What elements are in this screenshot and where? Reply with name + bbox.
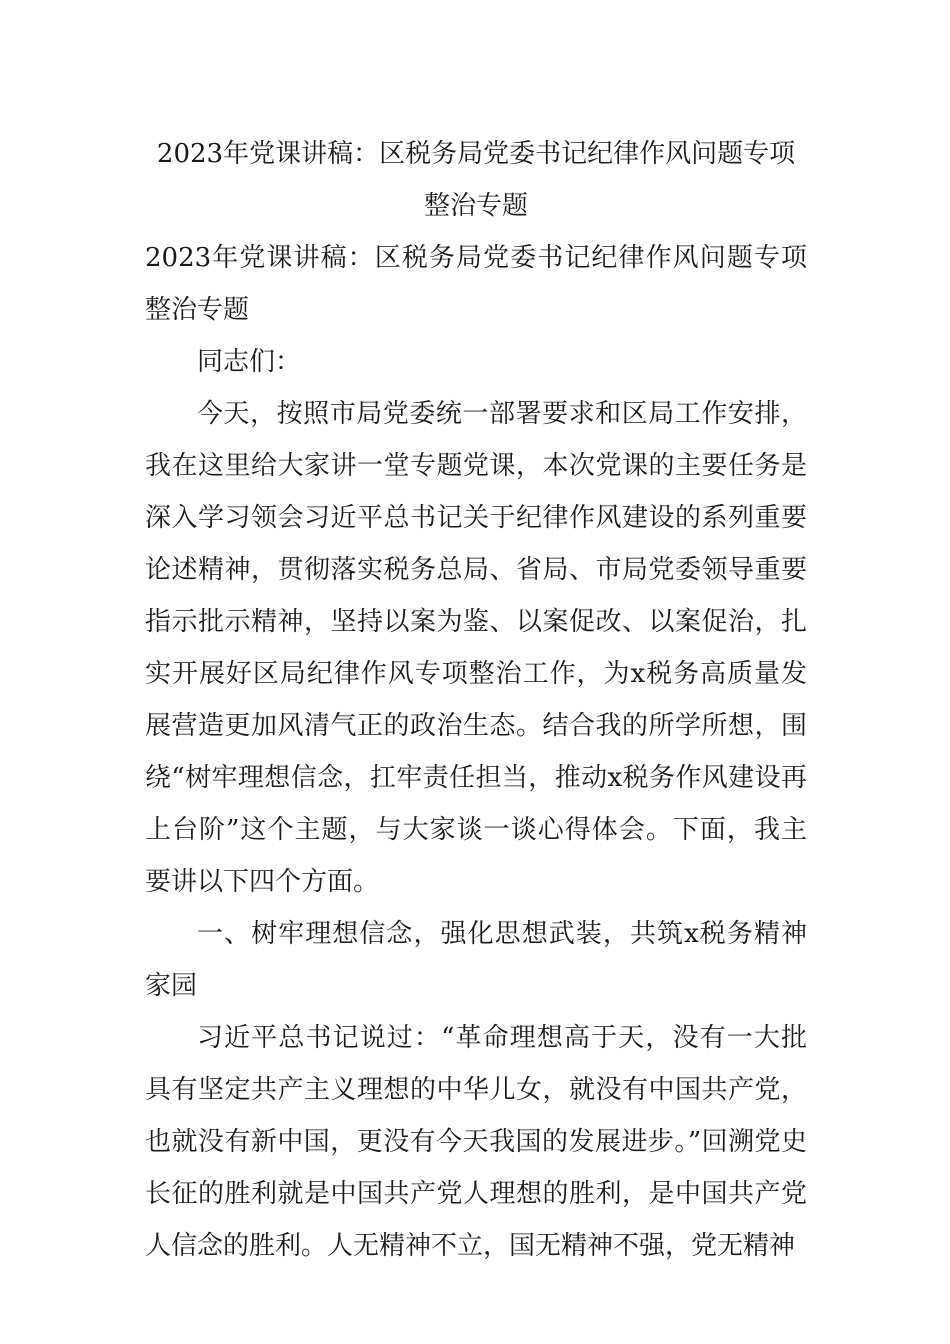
document-title: 2023年党课讲稿：区税务局党委书记纪律作风问题专项整治专题 bbox=[156, 139, 796, 221]
paragraph-intro: 今天，按照市局党委统一部署要求和区局工作安排，我在这里给大家讲一堂专题党课，本次党课的主要任务是深入学习领会习近平总书记关于纪律作风建设的系列重要论述精神，贯彻落实税务总局、省局、市局党委领导重要指示批示精神，坚持以案为鉴、以案促改、以案促治，扎实开展好区局纪律作风专项整治工作，为x税务高质量发展营造更加风清气正的政治生态。结合我的所学所想，围绕“树牢理想信念，扛牢责任担当，推动x税务作风建设再上台阶”这个主题，与大家谈一谈心得体会。下面，我主要讲以下四个方面。 bbox=[145, 399, 807, 897]
section-heading-1: 一、树牢理想信念，强化思想武装，共筑x税务精神家园 bbox=[145, 919, 807, 1001]
document-body bbox=[145, 128, 807, 1272]
paragraph-section-1: 习近平总书记说过：“革命理想高于天，没有一大批具有坚定共产主义理想的中华儿女，就没有中国共产党，也就没有新中国，更没有今天我国的发展进步。”回溯党史长征的胜利就是中国共产党人理想的胜利，是中国共产党人信念的胜利。人无精神不立，国无精神不强，党无精神 bbox=[145, 1023, 807, 1261]
salutation: 同志们： bbox=[197, 347, 302, 377]
document-title-repeat: 2023年党课讲稿：区税务局党委书记纪律作风问题专项整治专题 bbox=[145, 243, 807, 325]
